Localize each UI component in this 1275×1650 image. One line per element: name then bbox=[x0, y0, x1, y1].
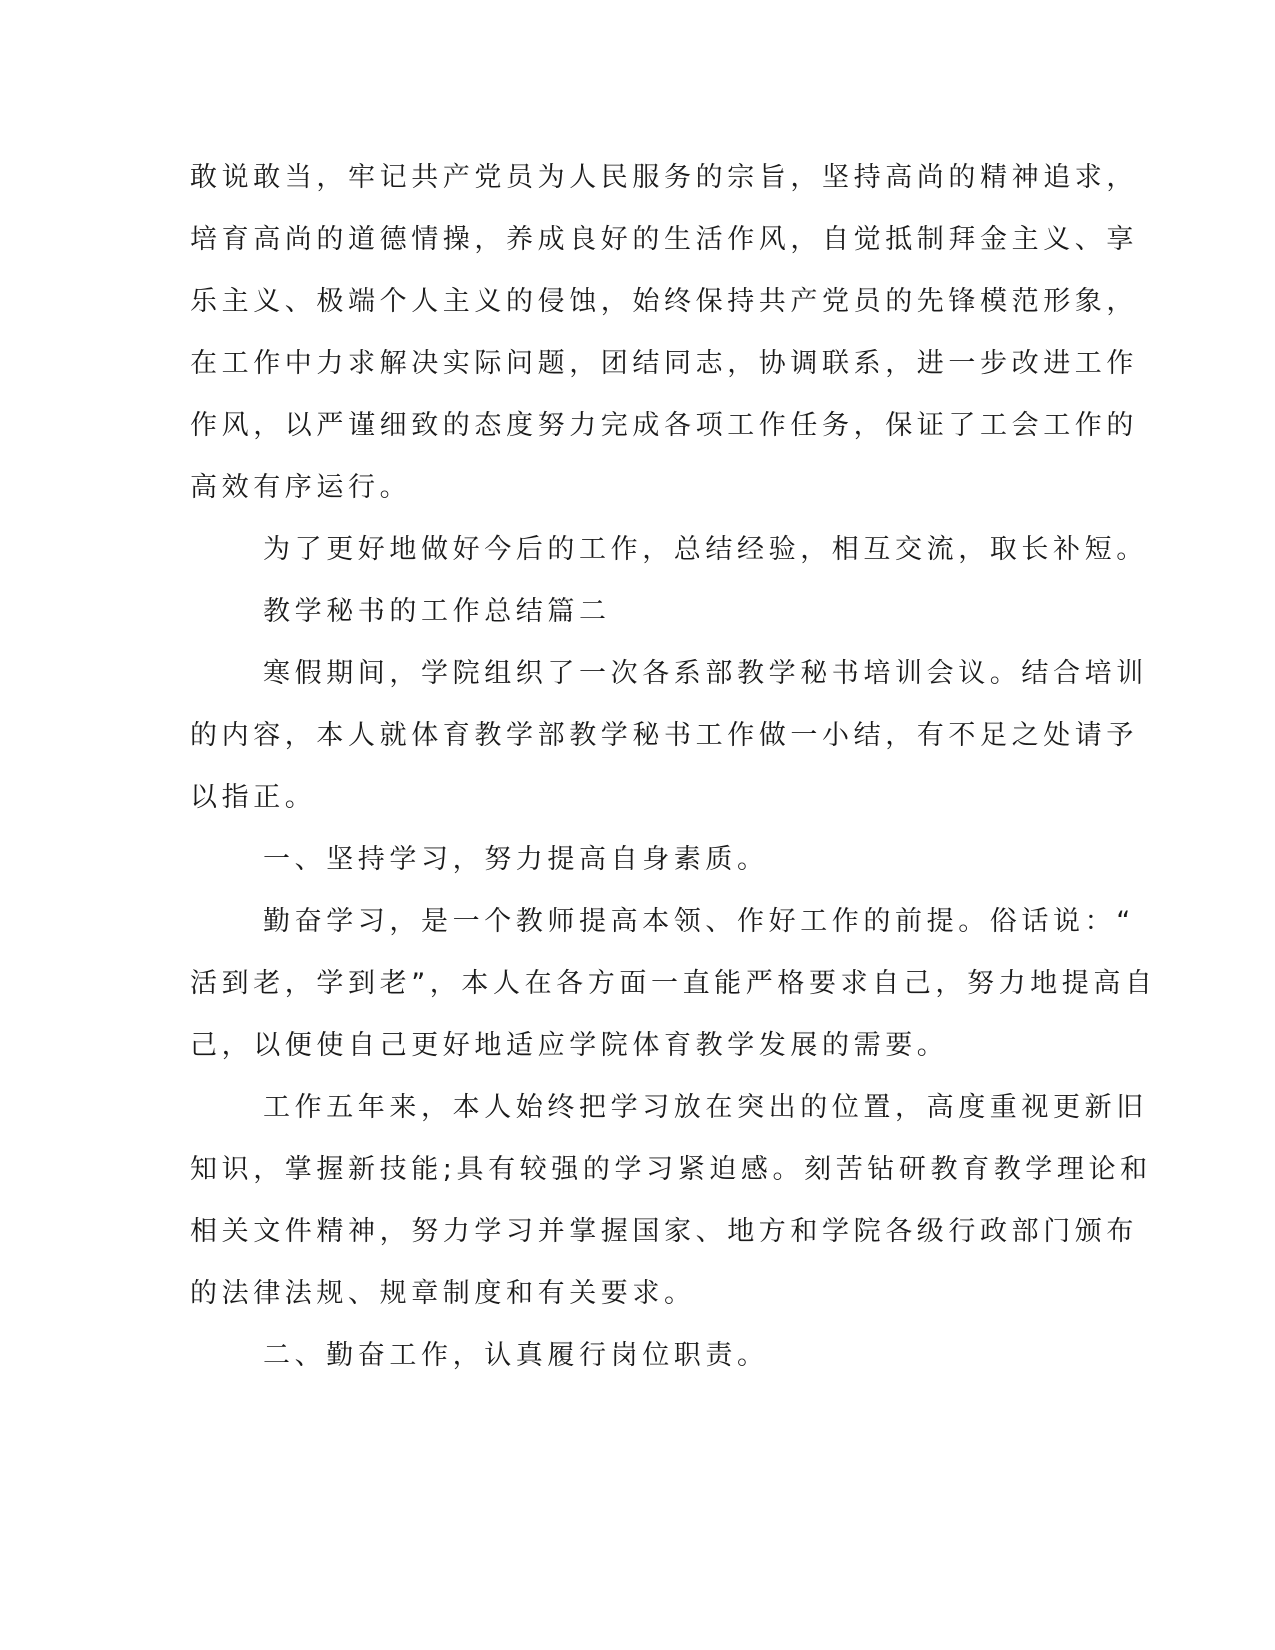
text-line: 敢说敢当，牢记共产党员为人民服务的宗旨，坚持高尚的精神追求， bbox=[190, 162, 1138, 193]
text-line: 乐主义、极端个人主义的侵蚀，始终保持共产党员的先锋模范形象， bbox=[190, 286, 1138, 317]
text-line: 的法律法规、规章制度和有关要求。 bbox=[190, 1278, 696, 1309]
text-line: 相关文件精神，努力学习并掌握国家、地方和学院各级行政部门颁布 bbox=[190, 1216, 1138, 1247]
text-line: 以指正。 bbox=[190, 782, 317, 813]
section-heading: 二、勤奋工作，认真履行岗位职责。 bbox=[263, 1340, 769, 1371]
text-line: 己，以便使自己更好地适应学院体育教学发展的需要。 bbox=[190, 1030, 949, 1061]
text-line: 活到老，学到老”，本人在各方面一直能严格要求自己，努力地提高自 bbox=[190, 968, 1157, 999]
text-line: 高效有序运行。 bbox=[190, 472, 412, 503]
paragraph-line: 寒假期间，学院组织了一次各系部教学秘书培训会议。结合培训 bbox=[263, 658, 1148, 689]
section-heading: 一、坚持学习，努力提高自身素质。 bbox=[263, 844, 769, 875]
text-line: 知识，掌握新技能;具有较强的学习紧迫感。刻苦钻研教育教学理论和 bbox=[190, 1154, 1152, 1185]
text-line: 培育高尚的道德情操，养成良好的生活作风，自觉抵制拜金主义、享 bbox=[190, 224, 1138, 255]
paragraph-line: 勤奋学习，是一个教师提高本领、作好工作的前提。俗话说：“ bbox=[263, 906, 1135, 937]
section-title: 教学秘书的工作总结篇二 bbox=[263, 596, 611, 627]
paragraph-line: 为了更好地做好今后的工作，总结经验，相互交流，取长补短。 bbox=[263, 534, 1148, 565]
text-line: 的内容，本人就体育教学部教学秘书工作做一小结，有不足之处请予 bbox=[190, 720, 1138, 751]
paragraph-line: 工作五年来，本人始终把学习放在突出的位置，高度重视更新旧 bbox=[263, 1092, 1148, 1123]
text-line: 作风，以严谨细致的态度努力完成各项工作任务，保证了工会工作的 bbox=[190, 410, 1138, 441]
text-line: 在工作中力求解决实际问题，团结同志，协调联系，进一步改进工作 bbox=[190, 348, 1138, 379]
